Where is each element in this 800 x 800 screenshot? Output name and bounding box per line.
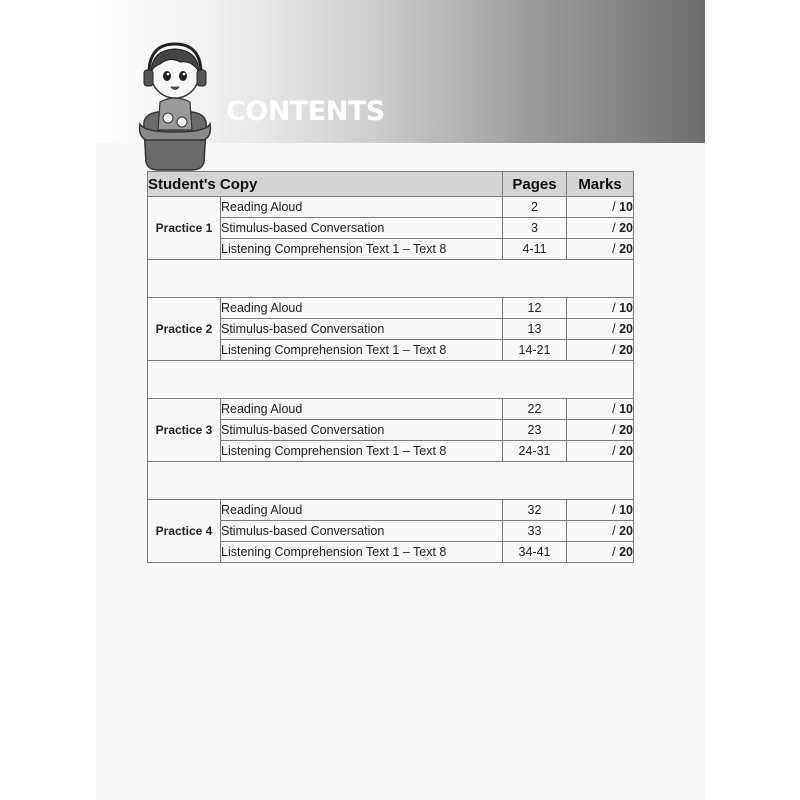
item-title: Reading Aloud xyxy=(221,399,503,420)
item-title: Stimulus-based Conversation xyxy=(221,521,503,542)
item-title: Reading Aloud xyxy=(221,298,503,319)
item-marks xyxy=(567,441,634,462)
table-row xyxy=(148,319,634,340)
table-row xyxy=(148,500,634,521)
mark-value: 10 xyxy=(619,503,633,517)
header-marks: Marks xyxy=(567,172,634,197)
item-title: Listening Comprehension Text 1 – Text 8 xyxy=(221,542,503,563)
mark-prefix: / xyxy=(612,221,620,235)
item-title: Listening Comprehension Text 1 – Text 8 xyxy=(221,441,503,462)
item-pages: 32 xyxy=(503,500,567,521)
mark-prefix: / xyxy=(612,200,620,214)
item-title: Listening Comprehension Text 1 – Text 8 xyxy=(221,239,503,260)
item-marks xyxy=(567,542,634,563)
mark-prefix: / xyxy=(612,322,620,336)
mark-value: 10 xyxy=(619,200,633,214)
item-marks xyxy=(567,197,634,218)
item-pages: 14-21 xyxy=(503,340,567,361)
mark-value: 10 xyxy=(619,301,633,315)
item-marks xyxy=(567,420,634,441)
mark-prefix: / xyxy=(612,402,620,416)
item-title: Listening Comprehension Text 1 – Text 8 xyxy=(221,340,503,361)
item-marks xyxy=(567,218,634,239)
table-row xyxy=(148,521,634,542)
mark-value: 20 xyxy=(619,242,633,256)
item-title: Reading Aloud xyxy=(221,500,503,521)
item-title: Stimulus-based Conversation xyxy=(221,218,503,239)
mark-value: 20 xyxy=(619,524,633,538)
table-header-row xyxy=(148,172,634,197)
mark-value: 20 xyxy=(619,322,633,336)
mark-prefix: / xyxy=(612,545,620,559)
item-marks xyxy=(567,399,634,420)
mark-value: 20 xyxy=(619,423,633,437)
item-pages: 3 xyxy=(503,218,567,239)
mark-prefix: / xyxy=(612,444,620,458)
mark-prefix: / xyxy=(612,242,620,256)
mark-prefix: / xyxy=(612,343,620,357)
section-spacer xyxy=(148,462,634,500)
item-title: Stimulus-based Conversation xyxy=(221,420,503,441)
mark-prefix: / xyxy=(612,423,620,437)
mascot-illustration xyxy=(136,40,214,172)
table-row xyxy=(148,542,634,563)
mark-value: 20 xyxy=(619,343,633,357)
item-title: Reading Aloud xyxy=(221,197,503,218)
practice-label: Practice 4 xyxy=(148,500,221,563)
section-spacer xyxy=(148,260,634,298)
table-row xyxy=(148,441,634,462)
table-row xyxy=(148,420,634,441)
header-pages: Pages xyxy=(503,172,567,197)
header-students-copy: Student's Copy xyxy=(148,172,503,197)
item-pages: 12 xyxy=(503,298,567,319)
item-pages: 2 xyxy=(503,197,567,218)
item-pages: 4-11 xyxy=(503,239,567,260)
practice-label: Practice 2 xyxy=(148,298,221,361)
item-marks xyxy=(567,521,634,542)
mark-prefix: / xyxy=(612,503,620,517)
table-row xyxy=(148,239,634,260)
item-marks xyxy=(567,500,634,521)
page-title: CONTENTS xyxy=(226,96,385,127)
mark-prefix: / xyxy=(612,301,620,315)
item-pages: 22 xyxy=(503,399,567,420)
item-marks xyxy=(567,239,634,260)
item-marks xyxy=(567,319,634,340)
table-row xyxy=(148,399,634,420)
practice-label: Practice 1 xyxy=(148,197,221,260)
item-pages: 34-41 xyxy=(503,542,567,563)
mark-value: 20 xyxy=(619,444,633,458)
item-title: Stimulus-based Conversation xyxy=(221,319,503,340)
mark-value: 10 xyxy=(619,402,633,416)
table-row xyxy=(148,197,634,218)
practice-label: Practice 3 xyxy=(148,399,221,462)
item-pages: 23 xyxy=(503,420,567,441)
mark-prefix: / xyxy=(612,524,620,538)
table-row xyxy=(148,218,634,239)
item-pages: 24-31 xyxy=(503,441,567,462)
item-pages: 33 xyxy=(503,521,567,542)
section-spacer xyxy=(148,361,634,399)
table-row xyxy=(148,340,634,361)
mark-value: 20 xyxy=(619,545,633,559)
contents-table xyxy=(147,171,634,563)
mark-value: 20 xyxy=(619,221,633,235)
table-row xyxy=(148,298,634,319)
item-marks xyxy=(567,298,634,319)
item-marks xyxy=(567,340,634,361)
item-pages: 13 xyxy=(503,319,567,340)
